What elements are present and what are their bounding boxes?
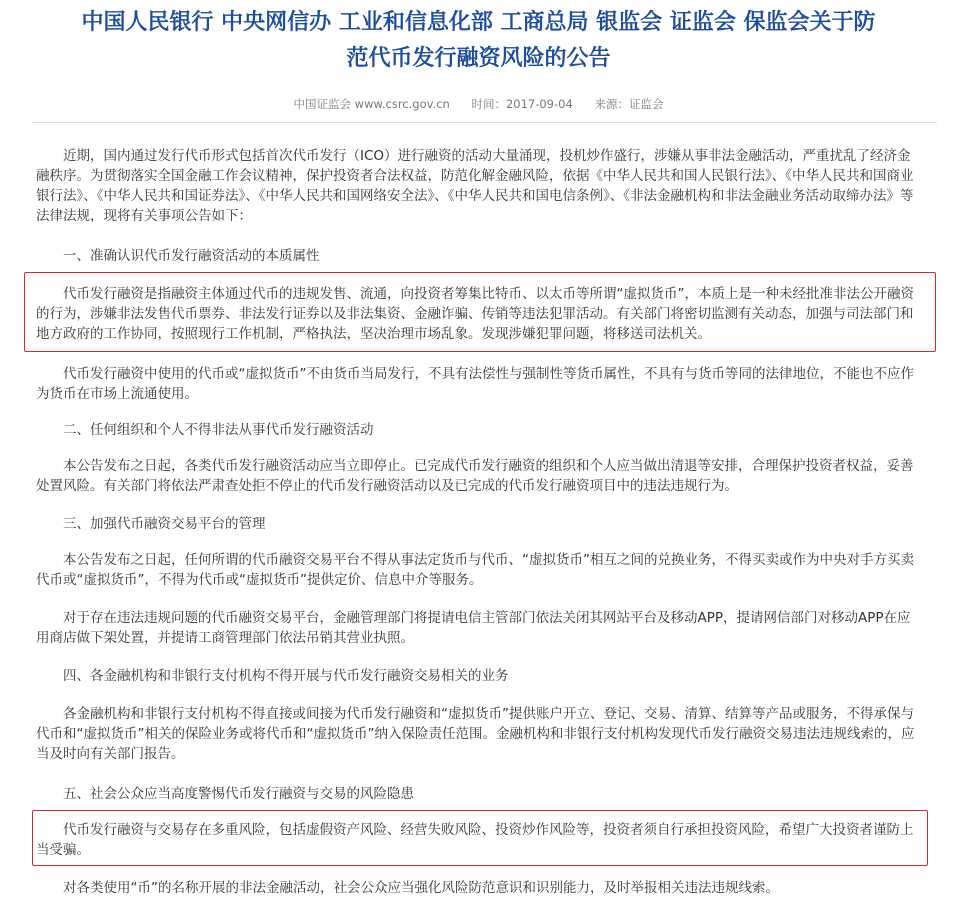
- section-4-paragraph-1: 各金融机构和非银行支付机构不得直接或间接为代币发行融资和“虚拟货币”提供账户开立、登记、交易、清算、结算等产品或服务，不得承保与代币和“虚拟货币”相关的保险业务或将代币和“虚拟货币”纳入保险责任范围。金融机构和非银行支付机构发现代币发行融资交易违法违规线索的，应当及时向有关部门报告。: [36, 706, 915, 762]
- section-1-paragraph-2: 代币发行融资中使用的代币或“虚拟货币”不由货币当局发行，不具有法偿性与强制性等货币属性，不具有与货币等同的法律地位，不能也不应作为货币在市场上流通使用。: [36, 366, 914, 402]
- section-3-heading: 三、加强代币融资交易平台的管理: [63, 516, 266, 532]
- section-2-heading: 二、任何组织和个人不得非法从事代币发行融资活动: [63, 422, 374, 438]
- meta-time: 时间：2017-09-04: [471, 97, 573, 111]
- article-title-line-2: 范代币发行融资风险的公告: [346, 46, 611, 71]
- meta-source-site: 中国证监会 www.csrc.gov.cn: [293, 97, 450, 111]
- section-1-heading: 一、准确认识代币发行融资活动的本质属性: [63, 248, 320, 264]
- section-2-paragraph-1: 本公告发布之日起，各类代币发行融资活动应当立即停止。已完成代币发行融资的组织和个人应当做出清退等安排，合理保护投资者权益，妥善处置风险。有关部门将依法严肃查处拒不停止的代币发行融资活动以及已完成的代币发行融资项目中的违法违规行为。: [36, 458, 914, 494]
- section-3-paragraph-2: 对于存在违法违规问题的代币融资交易平台，金融管理部门将提请电信主管部门依法关闭其网站平台及移动APP，提请网信部门对移动APP在应用商店做下架处置，并提请工商管理部门依法吊销其营业执照。: [36, 610, 911, 646]
- section-3-paragraph-1: 本公告发布之日起，任何所谓的代币融资交易平台不得从事法定货币与代币、“虚拟货币”相互之间的兑换业务，不得买卖或作为中央对手方买卖代币或“虚拟货币”，不得为代币或“虚拟货币”提供定价、信息中介等服务。: [36, 552, 914, 588]
- intro-paragraph: 近期，国内通过发行代币形式包括首次代币发行（ICO）进行融资的活动大量涌现，投机炒作盛行，涉嫌从事非法金融活动，严重扰乱了经济金融秩序。为贯彻落实全国金融工作会议精神，保护投资者合法权益，防范化解金融风险，依据《中华人民共和国人民银行法》、《中华人民共和国商业银行法》、《中华人民共和国证券法》、《中华人民共和国网络安全法》、《中华人民共和国电信条例》、《非法金融机构和非法金融业务活动取缔办法》等法律法规，现将有关事项公告如下：: [36, 148, 914, 224]
- article-meta: [0, 96, 957, 112]
- section-5-paragraph-2: 对各类使用“币”的名称开展的非法金融活动，社会公众应当强化风险防范意识和识别能力，及时举报相关违法违规线索。: [63, 880, 779, 896]
- meta-origin: 来源：证监会: [594, 97, 664, 111]
- title-divider: [32, 122, 937, 123]
- section-1-paragraph-1: 代币发行融资是指融资主体通过代币的违规发售、流通，向投资者筹集比特币、以太币等所谓“虚拟货币”，本质上是一种未经批准非法公开融资的行为，涉嫌非法发售代币票券、非法发行证券以及非法集资、金融诈骗、传销等违法犯罪活动。有关部门将密切监测有关动态，加强与司法部门和地方政府的工作协同，按照现行工作机制，严格执法，坚决治理市场乱象。发现涉嫌犯罪问题，将移送司法机关。: [36, 286, 914, 342]
- section-4-heading: 四、各金融机构和非银行支付机构不得开展与代币发行融资交易相关的业务: [63, 668, 509, 684]
- section-5-paragraph-1: 代币发行融资与交易存在多重风险，包括虚假资产风险、经营失败风险、投资炒作风险等，投资者须自行承担投资风险，希望广大投资者谨防上当受骗。: [36, 822, 914, 858]
- section-5-heading: 五、社会公众应当高度警惕代币发行融资与交易的风险隐患: [63, 786, 414, 802]
- article-title-line-1: 中国人民银行 中央网信办 工业和信息化部 工商总局 银监会 证监会 保监会关于防: [81, 10, 876, 35]
